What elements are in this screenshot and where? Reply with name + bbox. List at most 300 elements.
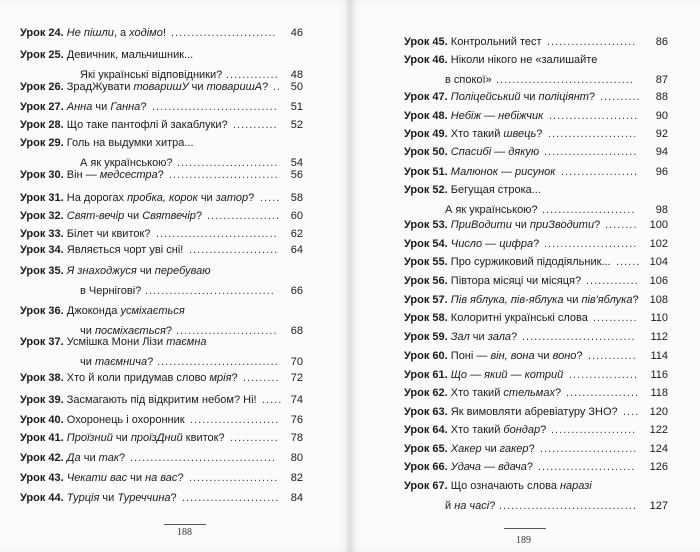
lesson-label: Урок 49. bbox=[404, 128, 448, 140]
toc-entry[interactable] bbox=[20, 432, 303, 445]
italic-segment: Не bbox=[66, 27, 84, 39]
text-segment: Хто й коли придумав слово bbox=[66, 372, 210, 384]
italic-segment: Да bbox=[66, 452, 81, 464]
lesson-title: Голь на выдумки хитра... bbox=[66, 137, 194, 149]
toc-entry[interactable] bbox=[20, 169, 303, 182]
text-segment: ? bbox=[526, 461, 533, 473]
toc-entry[interactable] bbox=[20, 452, 303, 465]
italic-segment: товаришУ bbox=[133, 81, 189, 93]
page-ref: 122 bbox=[649, 424, 668, 436]
page-ref: 70 bbox=[290, 356, 303, 368]
toc-entry[interactable] bbox=[404, 369, 668, 382]
lesson-title: Являється чорт уві сні! bbox=[66, 244, 184, 256]
lesson-label: Урок 28. bbox=[20, 119, 64, 131]
leader-dots: .................. bbox=[207, 210, 281, 222]
toc-entry[interactable] bbox=[404, 331, 668, 344]
page-ref: 92 bbox=[655, 128, 668, 140]
page-ref: 62 bbox=[290, 228, 303, 240]
lesson-title bbox=[67, 169, 164, 182]
italic-segment: Я знаходжуся bbox=[66, 265, 137, 277]
text-segment: Хто такий bbox=[450, 387, 504, 399]
page-ref: 82 bbox=[290, 472, 303, 484]
italic-segment: наразі bbox=[560, 480, 592, 492]
toc-entry[interactable] bbox=[20, 192, 303, 205]
lesson-title bbox=[451, 480, 592, 493]
leader-dots: ................... bbox=[561, 166, 639, 178]
page-ref: 118 bbox=[650, 387, 668, 399]
leader-dots: ...................... bbox=[190, 414, 280, 426]
lesson-title bbox=[67, 452, 125, 465]
toc-entry[interactable] bbox=[404, 54, 668, 86]
lesson-label: Урок 57. bbox=[404, 294, 448, 306]
toc-entry[interactable] bbox=[404, 36, 668, 49]
italic-segment: Хакер bbox=[450, 443, 482, 455]
lesson-title bbox=[451, 461, 533, 474]
toc-entry[interactable] bbox=[20, 244, 303, 257]
lesson-title bbox=[451, 369, 564, 382]
page-ref: 48 bbox=[290, 69, 303, 81]
page-ref: 64 bbox=[290, 244, 303, 256]
text-segment: ? bbox=[119, 452, 126, 464]
italic-segment: Чекати вас bbox=[66, 472, 128, 484]
lesson-title: Бегущая строка... bbox=[450, 184, 541, 196]
italic-segment: він, вона bbox=[490, 350, 535, 362]
lesson-title: Про суржиковий підодіяльник... bbox=[450, 256, 611, 268]
leader-dots: ....................... bbox=[544, 146, 638, 158]
leader-dots: ........ bbox=[605, 219, 638, 231]
toc-entry[interactable] bbox=[404, 443, 668, 456]
italic-segment: Удача — вдача bbox=[450, 461, 527, 473]
toc-entry[interactable] bbox=[20, 394, 303, 407]
lesson-label: Урок 65. bbox=[404, 443, 448, 455]
page-ref: 52 bbox=[290, 119, 303, 131]
lesson-label: Урок 52. bbox=[404, 184, 448, 196]
leader-dots: ............. bbox=[226, 69, 279, 81]
leader-dots: ..................... bbox=[551, 424, 637, 436]
toc-entry[interactable] bbox=[404, 275, 668, 288]
toc-entry[interactable] bbox=[20, 101, 303, 114]
lesson-label: Урок 27. bbox=[20, 101, 64, 113]
text-segment: чи bbox=[563, 294, 582, 306]
right-toc bbox=[350, 0, 700, 552]
text-segment: ? bbox=[147, 356, 154, 368]
leader-dots: ......... bbox=[243, 372, 280, 384]
page-ref: 102 bbox=[649, 238, 668, 250]
lesson-label: Урок 26. bbox=[20, 81, 64, 93]
lesson-title bbox=[451, 350, 583, 363]
lesson-title bbox=[67, 265, 211, 278]
lesson-label: Урок 47. bbox=[404, 91, 448, 103]
italic-segment: ходімо bbox=[129, 27, 163, 39]
page-ref: 114 bbox=[650, 350, 668, 362]
lesson-label: Урок 25. bbox=[20, 49, 64, 61]
toc-entry[interactable] bbox=[404, 91, 668, 104]
text-segment: чи bbox=[80, 356, 95, 368]
lesson-title: Ніколи нікого не «залишайте bbox=[450, 54, 598, 66]
text-segment: чи bbox=[511, 219, 530, 231]
page-number: 189 bbox=[516, 535, 531, 546]
lesson-title-continued: А як українською? bbox=[445, 204, 538, 216]
text-segment: чи bbox=[534, 350, 553, 362]
lesson-title: Девичник, мальчишник... bbox=[66, 49, 194, 61]
text-segment: чи bbox=[124, 210, 143, 222]
text-segment: Джоконда bbox=[66, 305, 121, 317]
toc-entry[interactable] bbox=[404, 184, 668, 216]
lesson-label: Урок 60. bbox=[404, 350, 448, 362]
italic-segment: товаришА bbox=[206, 81, 263, 93]
italic-segment: так bbox=[98, 452, 120, 464]
italic-segment: Спасибі bbox=[450, 146, 492, 158]
toc-entry[interactable] bbox=[404, 294, 668, 307]
text-segment: Поні — bbox=[450, 350, 491, 362]
lesson-label: Урок 41. bbox=[20, 432, 64, 444]
text-segment: ? bbox=[231, 372, 238, 384]
toc-entry[interactable] bbox=[404, 110, 668, 123]
toc-entry[interactable] bbox=[20, 336, 303, 368]
lesson-title-continued: А як українською? bbox=[80, 157, 173, 169]
text-segment: , а bbox=[113, 27, 130, 39]
toc-entry[interactable] bbox=[20, 305, 303, 337]
page-ref: 51 bbox=[290, 101, 303, 113]
lesson-title-continued: в Чернігові? bbox=[80, 285, 142, 297]
lesson-title-continued: Які українські відповідники? bbox=[80, 69, 223, 81]
italic-segment: пішли bbox=[83, 27, 114, 39]
italic-segment: пів'яблука bbox=[581, 294, 633, 306]
lesson-label: Урок 50. bbox=[404, 146, 448, 158]
italic-segment: бондар bbox=[503, 424, 541, 436]
lesson-title: Колоритні українські слова bbox=[450, 312, 588, 324]
footer-rule bbox=[164, 524, 206, 525]
page-ref: 98 bbox=[655, 204, 668, 216]
italic-segment: ПриВодити bbox=[450, 219, 512, 231]
lesson-title bbox=[451, 146, 539, 159]
page-ref: 74 bbox=[290, 394, 303, 406]
leader-dots: ........................ bbox=[540, 443, 638, 455]
text-segment: ? bbox=[588, 91, 596, 103]
text-segment: ! bbox=[162, 27, 166, 39]
italic-segment: на часі bbox=[454, 500, 490, 512]
lesson-title bbox=[67, 81, 268, 94]
leader-dots: ....................... bbox=[544, 238, 638, 250]
leader-dots: ................. bbox=[569, 369, 638, 381]
italic-segment: Що — який — котрий bbox=[450, 369, 564, 381]
toc-entry[interactable] bbox=[404, 312, 668, 325]
toc-entry[interactable] bbox=[20, 137, 303, 169]
lesson-label: Урок 45. bbox=[404, 36, 448, 48]
text-segment: Хто такий bbox=[450, 128, 504, 140]
text-segment: чи bbox=[112, 432, 131, 444]
leader-dots: .................................. bbox=[499, 500, 637, 512]
toc-entry[interactable] bbox=[404, 480, 668, 512]
text-segment: ? bbox=[248, 192, 255, 204]
lesson-title bbox=[67, 305, 185, 318]
page-number: 188 bbox=[177, 527, 192, 538]
lesson-label: Урок 40. bbox=[20, 414, 64, 426]
text-segment: ? bbox=[195, 210, 203, 222]
leader-dots: .................. bbox=[566, 387, 640, 399]
page-ref: 54 bbox=[290, 157, 303, 169]
toc-entry[interactable] bbox=[404, 146, 668, 159]
text-segment: ? bbox=[170, 492, 177, 504]
italic-segment: усміхається bbox=[120, 305, 185, 317]
toc-entry[interactable] bbox=[20, 472, 303, 485]
leader-dots: ........... bbox=[593, 312, 638, 324]
italic-segment: Малюнок — рисунок bbox=[450, 166, 556, 178]
page-ref: 86 bbox=[655, 36, 668, 48]
lesson-title bbox=[451, 166, 556, 179]
lesson-label: Урок 62. bbox=[404, 387, 448, 399]
lesson-title bbox=[451, 331, 517, 344]
page-ref: 56 bbox=[290, 169, 303, 181]
lesson-label: Урок 67. bbox=[404, 480, 448, 492]
italic-segment: воно bbox=[552, 350, 577, 362]
italic-segment: медсестра bbox=[99, 169, 158, 181]
lesson-title: Що таке пантофлі й закаблуки? bbox=[66, 119, 228, 131]
leader-dots: ............ bbox=[588, 350, 637, 362]
text-segment: ЗрадЖувати bbox=[66, 81, 134, 93]
leader-dots: ............ bbox=[230, 432, 279, 444]
toc-entry[interactable] bbox=[20, 119, 303, 132]
italic-segment: дякую bbox=[508, 146, 540, 158]
toc-entry[interactable] bbox=[404, 256, 668, 269]
lesson-title bbox=[451, 387, 561, 400]
lesson-label: Урок 39. bbox=[20, 394, 64, 406]
page-ref: 46 bbox=[290, 27, 303, 39]
leader-dots: ........... bbox=[233, 119, 278, 131]
lesson-label: Урок 53. bbox=[404, 219, 448, 231]
leader-dots: ...................... bbox=[189, 472, 279, 484]
lesson-title bbox=[451, 128, 543, 141]
lesson-label: Урок 43. bbox=[20, 472, 64, 484]
text-segment: ? bbox=[576, 350, 583, 362]
italic-segment: швець bbox=[503, 128, 537, 140]
page-ref: 68 bbox=[290, 325, 303, 337]
text-segment: ? bbox=[177, 472, 184, 484]
lesson-label: Урок 46. bbox=[404, 54, 448, 66]
leader-dots: ........................ bbox=[182, 492, 280, 504]
leader-dots: ....................... bbox=[542, 204, 636, 216]
italic-segment: Туреччина bbox=[117, 492, 171, 504]
leader-dots: ..... bbox=[260, 192, 281, 204]
page-ref: 106 bbox=[649, 275, 668, 287]
text-segment: Усмішка Мони Лізи bbox=[66, 336, 167, 348]
leader-dots: .............................. bbox=[157, 356, 279, 368]
italic-segment: затор bbox=[215, 192, 249, 204]
page-ref: 100 bbox=[649, 219, 668, 231]
italic-segment: таємна bbox=[166, 336, 207, 348]
lesson-title bbox=[67, 492, 177, 505]
page-ref: 76 bbox=[290, 414, 303, 426]
leader-dots: .............................. bbox=[156, 228, 278, 240]
text-segment: чи bbox=[197, 192, 216, 204]
italic-segment: Святвечір bbox=[142, 210, 196, 222]
lesson-title bbox=[67, 101, 147, 114]
text-segment: На дорогах bbox=[66, 192, 128, 204]
page-ref: 104 bbox=[649, 256, 668, 268]
page-ref: 80 bbox=[290, 452, 303, 464]
leader-dots: ............. bbox=[586, 275, 639, 287]
text-segment: Хто такий bbox=[450, 424, 504, 436]
lesson-title bbox=[67, 372, 238, 385]
italic-segment: Зал bbox=[450, 331, 470, 343]
text-segment: ? bbox=[489, 500, 496, 512]
text-segment: чи bbox=[99, 492, 118, 504]
toc-entry[interactable] bbox=[20, 372, 303, 385]
page-ref: 124 bbox=[649, 443, 668, 455]
toc-entry[interactable] bbox=[404, 461, 668, 474]
italic-segment: таємнича bbox=[94, 356, 148, 368]
lesson-label: Урок 35. bbox=[20, 265, 64, 277]
toc-entry[interactable] bbox=[404, 128, 668, 141]
italic-segment: перебуваю bbox=[154, 265, 211, 277]
page-ref: 120 bbox=[649, 406, 668, 418]
toc-entry[interactable] bbox=[404, 238, 668, 251]
italic-segment: Ганна bbox=[110, 101, 141, 113]
text-segment: й bbox=[445, 500, 455, 512]
lesson-title bbox=[451, 424, 546, 437]
leader-dots: ..... bbox=[262, 394, 283, 406]
lesson-label: Урок 24. bbox=[20, 27, 64, 39]
leader-dots: ......................... bbox=[177, 157, 279, 169]
lesson-title bbox=[451, 91, 595, 104]
italic-segment: на вас bbox=[145, 472, 178, 484]
page-ref: 78 bbox=[290, 432, 303, 444]
leader-dots: ................................ bbox=[145, 285, 275, 297]
leader-dots: ............................ bbox=[522, 331, 636, 343]
page-ref: 50 bbox=[290, 81, 303, 93]
text-segment: ? bbox=[554, 387, 562, 399]
leader-dots: .. bbox=[273, 81, 282, 93]
lesson-title: Засмагають під відкритим небом? Ні! bbox=[66, 394, 257, 406]
leader-dots: ...................... bbox=[549, 110, 639, 122]
lesson-title-continued bbox=[80, 356, 153, 369]
italic-segment: поліціянт bbox=[538, 91, 589, 103]
toc-entry[interactable] bbox=[20, 49, 303, 81]
toc-entry[interactable] bbox=[404, 219, 668, 232]
lesson-label: Урок 32. bbox=[20, 210, 64, 222]
leader-dots: ............................... bbox=[152, 101, 278, 113]
toc-entry[interactable] bbox=[20, 228, 303, 241]
lesson-title: Півтора місяці чи місяця? bbox=[450, 275, 582, 287]
lesson-label: Урок 54. bbox=[404, 238, 448, 250]
lesson-label: Урок 31. bbox=[20, 192, 64, 204]
italic-segment: Небіж — небіжчик bbox=[450, 110, 544, 122]
page-ref: 116 bbox=[650, 369, 668, 381]
leader-dots: ........................ bbox=[538, 461, 636, 473]
italic-segment: гакер bbox=[499, 443, 529, 455]
lesson-label: Урок 58. bbox=[404, 312, 448, 324]
lesson-label: Урок 66. bbox=[404, 461, 448, 473]
text-segment: ? bbox=[157, 169, 164, 181]
leader-dots: .......................... bbox=[171, 27, 277, 39]
text-segment: ? bbox=[536, 128, 543, 140]
page-ref: 127 bbox=[649, 500, 668, 512]
text-segment: чи bbox=[520, 91, 539, 103]
page-ref: 110 bbox=[650, 312, 668, 324]
lesson-title bbox=[67, 432, 225, 445]
lesson-label: Урок 38. bbox=[20, 372, 64, 384]
footer-rule bbox=[504, 528, 546, 529]
lesson-label: Урок 42. bbox=[20, 452, 64, 464]
page-ref: 96 bbox=[655, 166, 668, 178]
page-ref: 84 bbox=[290, 492, 303, 504]
italic-segment: Анна bbox=[66, 101, 93, 113]
toc-entry[interactable] bbox=[20, 210, 303, 223]
lesson-label: Урок 33. bbox=[20, 228, 64, 240]
right-page bbox=[350, 0, 700, 552]
lesson-label: Урок 55. bbox=[404, 256, 448, 268]
page-ref: 108 bbox=[649, 294, 668, 306]
text-segment: чи bbox=[80, 452, 99, 464]
page-ref: 126 bbox=[649, 461, 668, 473]
lesson-title bbox=[67, 336, 207, 349]
lesson-title bbox=[451, 443, 535, 456]
italic-segment: Число — цифра bbox=[450, 238, 534, 250]
toc-entry[interactable] bbox=[404, 166, 668, 179]
page-ref: 60 bbox=[290, 210, 303, 222]
lesson-label: Урок 56. bbox=[404, 275, 448, 287]
italic-segment: стельмах bbox=[503, 387, 555, 399]
toc-entry[interactable] bbox=[404, 350, 668, 363]
page-ref: 94 bbox=[655, 146, 668, 158]
toc-entry[interactable] bbox=[404, 424, 668, 437]
text-segment: — bbox=[491, 146, 509, 158]
toc-entry[interactable] bbox=[404, 406, 668, 419]
lesson-title bbox=[67, 27, 166, 40]
lesson-title-continued: в спокої» bbox=[445, 74, 492, 86]
lesson-title bbox=[451, 110, 544, 123]
italic-segment: Турція bbox=[66, 492, 100, 504]
toc-entry[interactable] bbox=[20, 27, 303, 40]
page-ref: 66 bbox=[290, 285, 303, 297]
text-segment: чи bbox=[80, 325, 95, 337]
page-ref: 58 bbox=[290, 192, 303, 204]
page-ref: 112 bbox=[650, 331, 668, 343]
text-segment: чи bbox=[481, 443, 500, 455]
lesson-title: Білет чи квиток? bbox=[66, 228, 151, 240]
lesson-title bbox=[451, 294, 639, 307]
lesson-label: Урок 36. bbox=[20, 305, 64, 317]
toc-entry[interactable] bbox=[20, 81, 303, 94]
toc-entry[interactable] bbox=[404, 387, 668, 400]
text-segment: ? bbox=[165, 325, 172, 337]
text-segment: ? bbox=[511, 331, 518, 343]
italic-segment: пробка, корок bbox=[127, 192, 198, 204]
lesson-title bbox=[67, 210, 202, 223]
italic-segment: Пів яблука, пів-яблука bbox=[450, 294, 564, 306]
leader-dots: ...................... bbox=[189, 244, 279, 256]
toc-entry[interactable] bbox=[20, 265, 303, 297]
italic-segment: мрія bbox=[209, 372, 232, 384]
lesson-label: Урок 34. bbox=[20, 244, 64, 256]
lesson-label: Урок 51. bbox=[404, 166, 448, 178]
leader-dots: ......................... bbox=[176, 325, 278, 337]
page-ref: 72 bbox=[290, 372, 303, 384]
text-segment: чи bbox=[469, 331, 488, 343]
italic-segment: зала bbox=[487, 331, 512, 343]
lesson-label: Урок 61. bbox=[404, 369, 448, 381]
leader-dots: .................................. bbox=[496, 74, 634, 86]
lesson-label: Урок 44. bbox=[20, 492, 64, 504]
toc-entry[interactable] bbox=[20, 492, 303, 505]
text-segment: ? bbox=[262, 81, 269, 93]
page-ref: 90 bbox=[655, 110, 668, 122]
toc-entry[interactable] bbox=[20, 414, 303, 427]
lesson-label: Урок 48. bbox=[404, 110, 448, 122]
italic-segment: приЗводити bbox=[529, 219, 595, 231]
lesson-label: Урок 37. bbox=[20, 336, 64, 348]
leader-dots: ...... bbox=[616, 256, 641, 268]
